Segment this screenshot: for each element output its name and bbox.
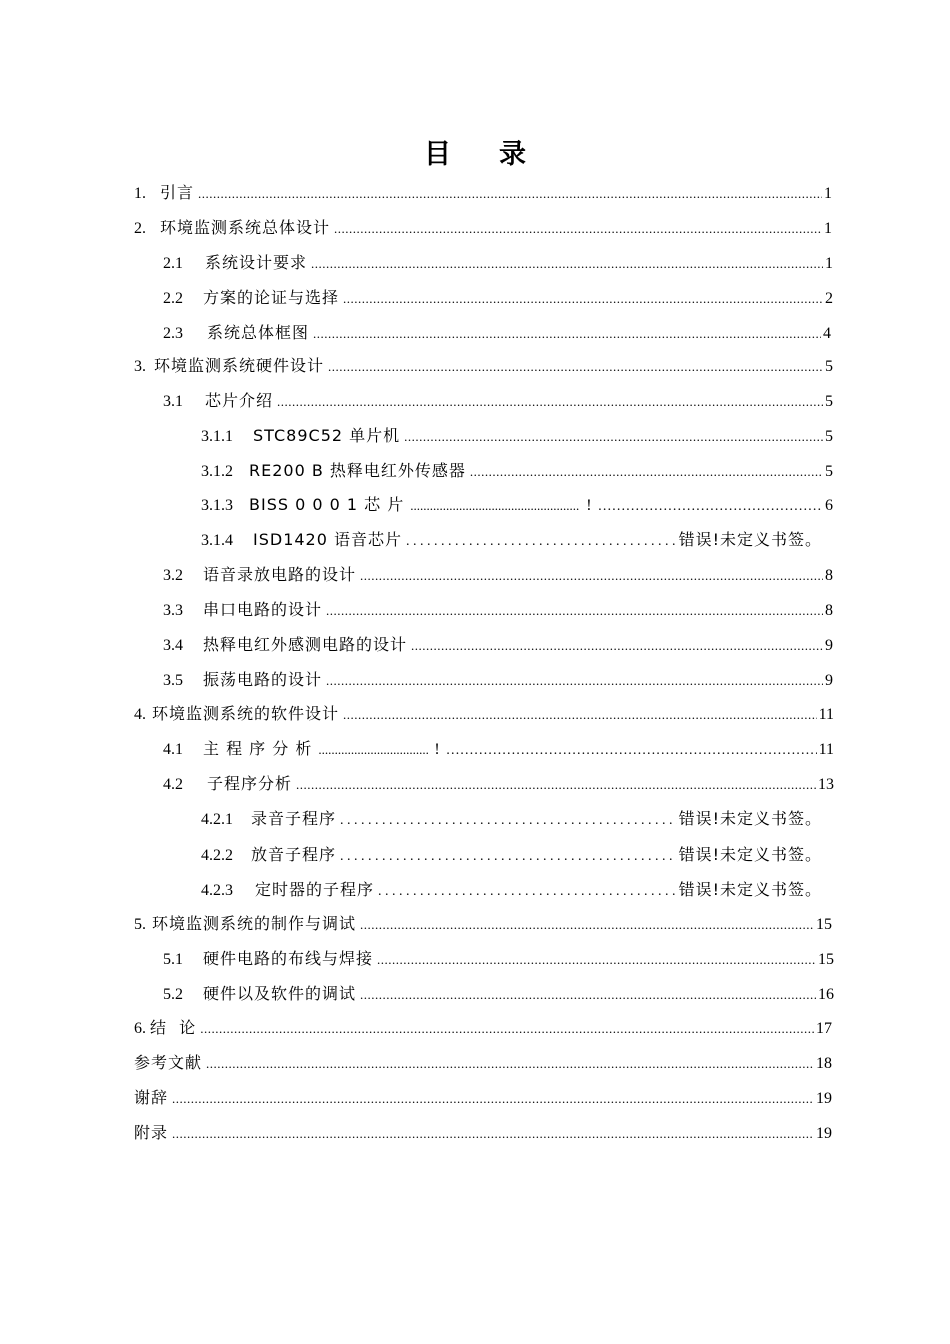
toc-entry-page: 13: [818, 776, 834, 793]
toc-entry-page: 16: [818, 986, 834, 1003]
toc-entry-page: 1: [824, 185, 832, 202]
toc-entry-number: 5.1: [163, 951, 183, 968]
toc-entry-page: 19: [816, 1125, 832, 1142]
dot-leader: [410, 498, 580, 514]
dot-leader: [172, 1091, 814, 1107]
toc-entry-title: 放音子程序: [251, 845, 337, 864]
toc-entry[interactable]: [163, 771, 834, 795]
missing-bookmark-error: 错误!未定义书签。: [678, 880, 822, 899]
toc-entry-title: 环境监测系统的软件设计: [152, 704, 340, 723]
toc-entry[interactable]: [201, 806, 822, 830]
toc-entry-page: 19: [816, 1090, 832, 1107]
toc-entry-title: 附录: [134, 1123, 169, 1142]
dot-leader: [326, 673, 823, 689]
toc-entry-page: 15: [818, 951, 834, 968]
toc-entry-number: 2.: [134, 220, 146, 237]
toc-entry-number: 3.3: [163, 602, 183, 619]
toc-entry-title: 定时器的子程序: [255, 880, 375, 899]
dot-leader: [328, 359, 823, 375]
toc-entry-number: 3.1.4: [201, 532, 233, 549]
toc-entry-number: 4.2.2: [201, 847, 233, 864]
toc-entry-number: 3.1.3: [201, 497, 233, 514]
toc-entry-number: 3.1.1: [201, 428, 233, 445]
toc-entry-title: STC89C52 单片机: [253, 426, 401, 445]
toc-entry[interactable]: [201, 527, 822, 551]
toc-entry[interactable]: [134, 1120, 832, 1144]
toc-entry[interactable]: [201, 842, 822, 866]
toc-entry-number: 3.4: [163, 637, 183, 654]
dot-leader: [277, 394, 823, 410]
dot-leader: [311, 256, 823, 272]
toc-entry-number: 3.1.2: [201, 463, 233, 480]
dot-leader: [198, 186, 822, 202]
missing-bookmark-error: 错误!未定义书签。: [678, 845, 822, 864]
toc-entry[interactable]: [201, 458, 833, 482]
toc-title-char-2: 录: [499, 139, 526, 170]
toc-entry-title: 环境监测系统总体设计: [160, 218, 331, 237]
dot-leader: [360, 987, 816, 1003]
toc-entry-title: 方案的论证与选择: [203, 288, 340, 307]
toc-entry-number: 2.3: [163, 325, 183, 342]
toc-entry[interactable]: [134, 1050, 832, 1074]
toc-entry-title: 录音子程序: [251, 809, 337, 828]
error-marker: !: [586, 497, 592, 514]
dot-leader: [206, 1056, 814, 1072]
toc-entry-title: 环境监测系统的制作与调试: [152, 914, 357, 933]
toc-entry[interactable]: [163, 285, 833, 309]
dot-leader: [378, 884, 677, 900]
toc-entry-number: 5.: [134, 916, 146, 933]
toc-entry-page: 8: [825, 602, 833, 619]
toc-entry[interactable]: [163, 981, 834, 1005]
toc-entry-number: 5.2: [163, 986, 183, 1003]
toc-title-char-1: 目: [424, 139, 451, 170]
missing-bookmark-error: 错误!未定义书签。: [678, 530, 822, 549]
toc-entry[interactable]: [201, 492, 833, 516]
toc-entry-page: 5: [825, 358, 833, 375]
dot-leader: [360, 568, 823, 584]
toc-entry[interactable]: [163, 946, 834, 970]
dot-leader: [343, 291, 823, 307]
toc-entry[interactable]: [134, 701, 834, 725]
toc-entry-page: 6: [825, 497, 833, 514]
dot-leader: [360, 917, 814, 933]
toc-entry[interactable]: [163, 597, 833, 621]
toc-entry-title: 语音录放电路的设计: [203, 565, 357, 584]
toc-entry-title: ISD1420 语音芯片: [253, 530, 403, 549]
toc-entry-number: 4.1: [163, 741, 183, 758]
toc-entry[interactable]: [134, 1085, 832, 1109]
toc-entry-number: 2.2: [163, 290, 183, 307]
toc-entry-title: BISS 0 0 0 1 芯 片: [249, 495, 405, 514]
toc-entry[interactable]: [134, 180, 832, 204]
toc-entry-page: 18: [816, 1055, 832, 1072]
toc-entry[interactable]: [201, 423, 833, 447]
toc-entry[interactable]: [163, 667, 833, 691]
toc-entry[interactable]: [163, 632, 833, 656]
toc-entry[interactable]: [163, 562, 833, 586]
dot-leader: [340, 849, 677, 865]
toc-entry[interactable]: [163, 736, 834, 760]
dot-leader: [326, 603, 823, 619]
toc-entry-number: 4.: [134, 706, 146, 723]
toc-entry-page: 15: [816, 916, 832, 933]
toc-entry-title: 硬件电路的布线与焊接: [203, 949, 374, 968]
ellipsis-leader: [446, 743, 817, 759]
dot-leader: [334, 221, 822, 237]
toc-entry-title: 谢辞: [134, 1088, 169, 1107]
missing-bookmark-error: 错误!未定义书签。: [678, 809, 822, 828]
toc-entry-page: 8: [825, 567, 833, 584]
toc-entry-title: 系统设计要求: [205, 253, 308, 272]
toc-entry-title: 硬件以及软件的调试: [203, 984, 357, 1003]
toc-entry-page: 4: [823, 325, 831, 342]
toc-entry-title: RE200 B 热释电红外传感器: [249, 461, 466, 480]
toc-entry-number: 3.5: [163, 672, 183, 689]
toc-entry-number: 4.2.3: [201, 882, 233, 899]
dot-leader: [377, 952, 816, 968]
dot-leader: [296, 777, 816, 793]
toc-entry-page: 1: [824, 220, 832, 237]
toc-entry-title: 子程序分析: [207, 774, 293, 793]
toc-entry-number: 4.2.1: [201, 811, 233, 828]
toc-entry-title: 引言: [160, 183, 195, 202]
toc-entry-page: 2: [825, 290, 833, 307]
toc-entry-page: 9: [825, 637, 833, 654]
toc-entry-page: 9: [825, 672, 833, 689]
toc-entry-page: 5: [825, 393, 833, 410]
toc-entry-title: 参考文献: [134, 1053, 203, 1072]
toc-entry-title: 结 论: [150, 1018, 197, 1037]
toc-title: [0, 132, 950, 171]
toc-entry-title: 串口电路的设计: [203, 600, 323, 619]
toc-entry[interactable]: [163, 320, 831, 344]
ellipsis-leader: [598, 499, 823, 515]
toc-entry-number: 3.1: [163, 393, 183, 410]
toc-entry[interactable]: [134, 353, 833, 377]
dot-leader: [404, 429, 823, 445]
dot-leader: [172, 1126, 814, 1142]
toc-entry-title: 热释电红外感测电路的设计: [203, 635, 408, 654]
toc-entry[interactable]: [163, 388, 833, 412]
error-marker: !: [434, 741, 440, 758]
toc-entry[interactable]: [134, 215, 832, 239]
toc-entry-page: 11: [818, 741, 834, 758]
toc-entry-number: 3.2: [163, 567, 183, 584]
toc-entry[interactable]: [134, 911, 832, 935]
dot-leader: [470, 464, 823, 480]
toc-entry[interactable]: [163, 250, 833, 274]
dot-leader: [343, 707, 817, 723]
toc-entry-number: 2.1: [163, 255, 183, 272]
toc-entry-page: 1: [825, 255, 833, 272]
dot-leader: [318, 742, 428, 758]
toc-entry-number: 3.: [134, 358, 146, 375]
toc-entry-title: 芯片介绍: [205, 391, 274, 410]
dot-leader: [411, 638, 823, 654]
dot-leader: [313, 326, 821, 342]
toc-entry-number: 1.: [134, 185, 146, 202]
toc-entry-page: 11: [818, 706, 834, 723]
toc-entry-title: 环境监测系统硬件设计: [154, 356, 325, 375]
toc-entry-title: 系统总体框图: [207, 323, 310, 342]
dot-leader: [340, 813, 677, 829]
dot-leader: [406, 534, 677, 550]
toc-entry[interactable]: [201, 877, 822, 901]
toc-entry-title: 振荡电路的设计: [203, 670, 323, 689]
toc-entry-number: 6.: [134, 1020, 146, 1037]
dot-leader: [200, 1021, 814, 1037]
toc-entry-number: 4.2: [163, 776, 183, 793]
toc-entry-page: 17: [816, 1020, 832, 1037]
toc-entry-page: 5: [825, 428, 833, 445]
toc-entry-title: 主 程 序 分 析: [203, 739, 313, 758]
toc-entry-page: 5: [825, 463, 833, 480]
toc-entry[interactable]: [134, 1015, 832, 1039]
